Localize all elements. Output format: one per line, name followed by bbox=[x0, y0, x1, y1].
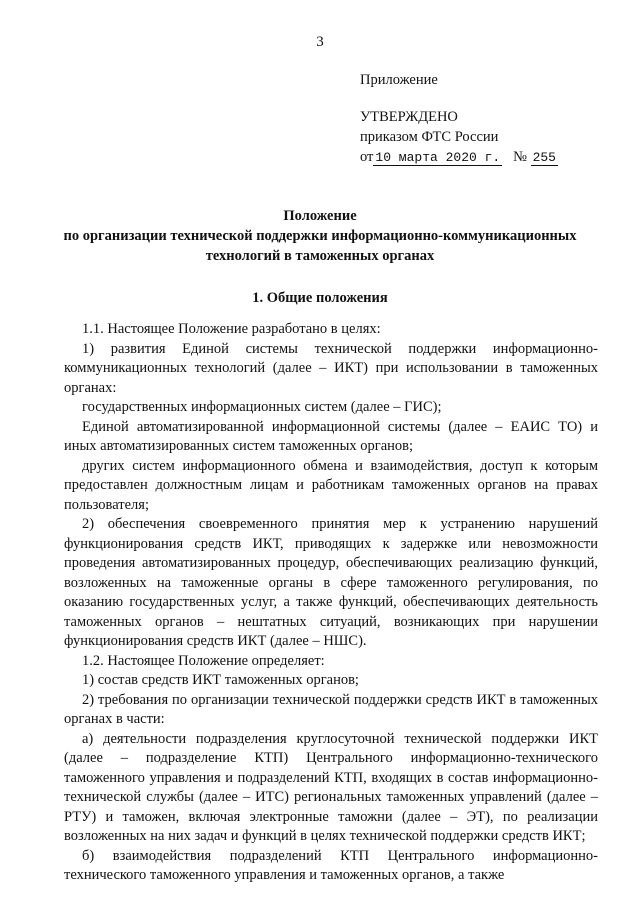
document-title bbox=[40, 206, 600, 266]
paragraph: 2) требования по организации технической поддержки средств ИКТ в таможенных органах в части: bbox=[64, 691, 598, 727]
from-prefix: от bbox=[360, 149, 374, 165]
title-line-2: по организации технической поддержки информационно-коммуникационных bbox=[63, 228, 577, 244]
paragraph: 1.1. Настоящее Положение разработано в целях: bbox=[82, 321, 381, 337]
paragraph: 1) состав средств ИКТ таможенных органов; bbox=[82, 672, 359, 688]
paragraph: 1) развития Единой системы технической поддержки информационно-коммуникационных технологий (далее – ИКТ) при использовании в таможенных органах: bbox=[64, 340, 598, 396]
paragraph: 2) обеспечения своевременного принятия мер к устранению нарушений функционирования средств ИКТ, приводящих к задержке или невозможности проведения автоматизированных процедур, обеспечивающих реализацию функций, возложенных на таможенные органы в сфере таможенного регулирования, по оказанию государственных услуг, а также функций, обеспечивающих деятельность таможенных органов – нештатных ситуаций, возникающих при нарушении функционирования средств ИКТ (далее – НШС). bbox=[64, 516, 598, 649]
order-date-line bbox=[360, 147, 558, 168]
title-line-3: технологий в таможенных органах bbox=[205, 248, 435, 264]
paragraph: государственных информационных систем (далее – ГИС); bbox=[82, 399, 442, 415]
order-date: 10 марта 2020 г. bbox=[375, 150, 501, 165]
paragraph: других систем информационного обмена и взаимодействия, доступ к которым предоставлен должностным лицам и работникам таможенных органов на правах пользователя; bbox=[64, 457, 598, 513]
number-sign: № bbox=[513, 149, 527, 165]
approved-label: УТВЕРЖДЕНО bbox=[360, 109, 458, 125]
paragraph: Единой автоматизированной информационной системы (далее – ЕАИС ТО) и иных автоматизированных систем таможенных органов; bbox=[64, 418, 598, 454]
section-heading: 1. Общие положения bbox=[252, 290, 388, 306]
order-number: 255 bbox=[532, 150, 556, 165]
page-number: 3 bbox=[316, 34, 324, 50]
body-text bbox=[64, 320, 598, 886]
approval-block bbox=[360, 70, 558, 168]
paragraph: б) взаимодействия подразделений КТП Центрального информационно-технического таможенного управления и таможенных органов, а также bbox=[64, 847, 598, 883]
paragraph: а) деятельности подразделения круглосуточной технической поддержки ИКТ (далее – подразделение КТП) Центрального информационно-технического таможенного управления и подразделений КТП, входящих в состав информационно-технической службы (далее – ИТС) региональных таможенных управлений (далее – РТУ) и таможен, включая электронные таможни (далее – ЭТ), по реализации возложенных на них задач и функций в целях технической поддержки средств ИКТ; bbox=[64, 730, 598, 844]
title-line-1: Положение bbox=[283, 208, 357, 224]
order-line: приказом ФТС России bbox=[360, 129, 499, 145]
appendix-label: Приложение bbox=[360, 72, 438, 88]
paragraph: 1.2. Настоящее Положение определяет: bbox=[82, 652, 325, 669]
